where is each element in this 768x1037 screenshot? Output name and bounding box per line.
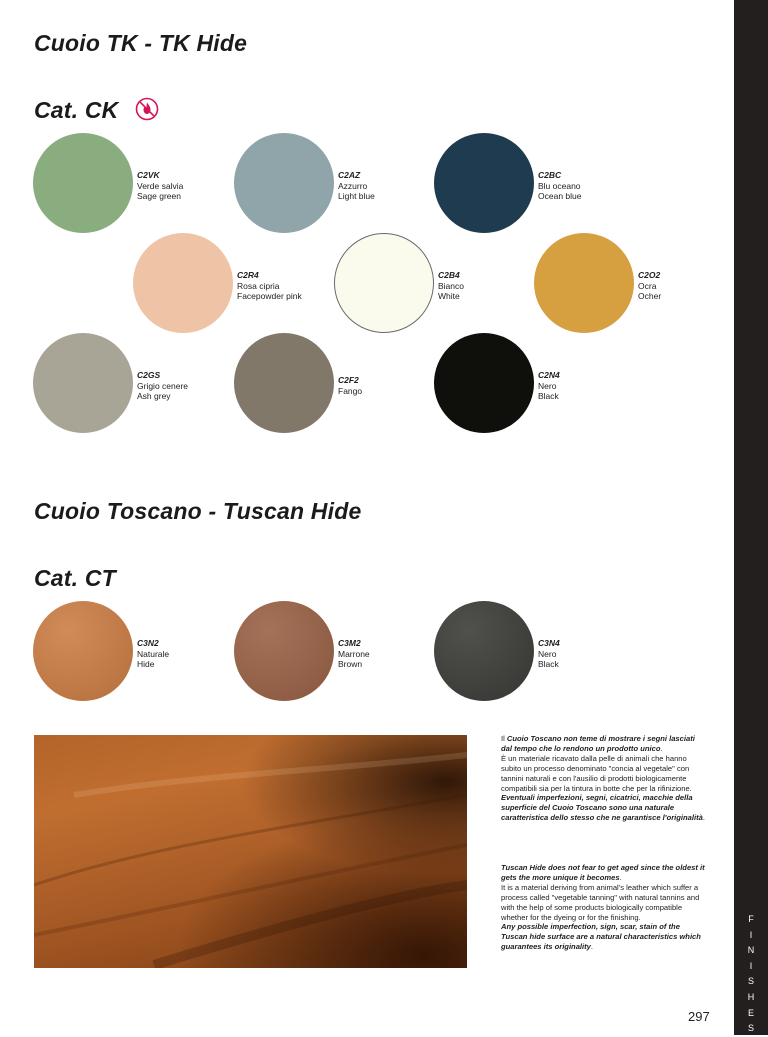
swatch-label-c2vk: C2VK Verde salvia Sage green <box>137 170 184 201</box>
swatch-c2f2 <box>234 333 334 433</box>
description-italian: Il Cuoio Toscano non teme di mostrare i segni lasciati dal tempo che lo rendono un prodotto unico. È un materiale ricavato dalla pelle di animali che hanno subito un processo denominato "concia al vegetale" con tannini naturali e con l'ausilio di prodotti biologicamente compatibili sia per la tintura in botte che per la rifinizione. Eventuali imperfezioni, segni, cicatrici, macchie della superficie del Cuoio Toscano sono una naturale caratteristica dello stesso che ne garantisce l'originalità. <box>501 734 705 823</box>
sidebar-label-finishes: F I N I S H E S <box>747 914 755 1034</box>
swatch-label-c2bc: C2BC Blu oceano Ocean blue <box>538 170 582 201</box>
swatch-label-c3m2: C3M2 Marrone Brown <box>338 638 370 669</box>
swatch-c2n4 <box>434 333 534 433</box>
section-title-tk-hide: Cuoio TK - TK Hide <box>34 30 248 56</box>
swatch-c2bc <box>434 133 534 233</box>
tuscan-leather-photo <box>34 735 467 968</box>
swatch-label-c3n4: C3N4 Nero Black <box>538 638 560 669</box>
category-ct-heading: Cat. CT <box>34 565 116 591</box>
description-english: Tuscan Hide does not fear to get aged since the oldest it gets the more unique it becomes. It is a material deriving from animal's leather which suffer a process called "vegetable tanning" with natural tannins and with the help of some products biologically compatible whether for the dyeing or for the finishing. Any possible imperfection, sign, scar, stain of the Tuscan hide surface are a natural characteristics which guarantees its originality. <box>501 863 705 952</box>
swatch-c2az <box>234 133 334 233</box>
fire-resistant-icon <box>135 97 159 121</box>
swatch-label-c2n4: C2N4 Nero Black <box>538 370 560 401</box>
swatch-label-c2f2: C2F2 Fango <box>338 375 363 396</box>
swatch-label-c2r4: C2R4 Rosa cipria Facepowder pink <box>237 270 302 301</box>
swatch-c2r4 <box>133 233 233 333</box>
swatch-label-c2o2: C2O2 Ocra Ocher <box>638 270 662 301</box>
swatch-label-c2b4: C2B4 Bianco White <box>438 270 464 301</box>
swatch-c2o2 <box>534 233 634 333</box>
swatch-c3n2 <box>33 601 133 701</box>
sidebar-band <box>734 0 768 1035</box>
swatch-label-c2gs: C2GS Grigio cenere Ash grey <box>137 370 189 401</box>
section-title-tuscan-hide: Cuoio Toscano - Tuscan Hide <box>34 498 362 524</box>
swatch-c3n4 <box>434 601 534 701</box>
swatch-c2gs <box>33 333 133 433</box>
swatch-label-c2az: C2AZ Azzurro Light blue <box>338 170 375 201</box>
swatch-c2vk <box>33 133 133 233</box>
swatch-c3m2 <box>234 601 334 701</box>
category-ck-heading: Cat. CK <box>34 97 119 123</box>
page-number: 297 <box>688 1009 710 1024</box>
swatch-c2b4 <box>334 233 434 333</box>
swatch-label-c3n2: C3N2 Naturale Hide <box>137 638 170 669</box>
